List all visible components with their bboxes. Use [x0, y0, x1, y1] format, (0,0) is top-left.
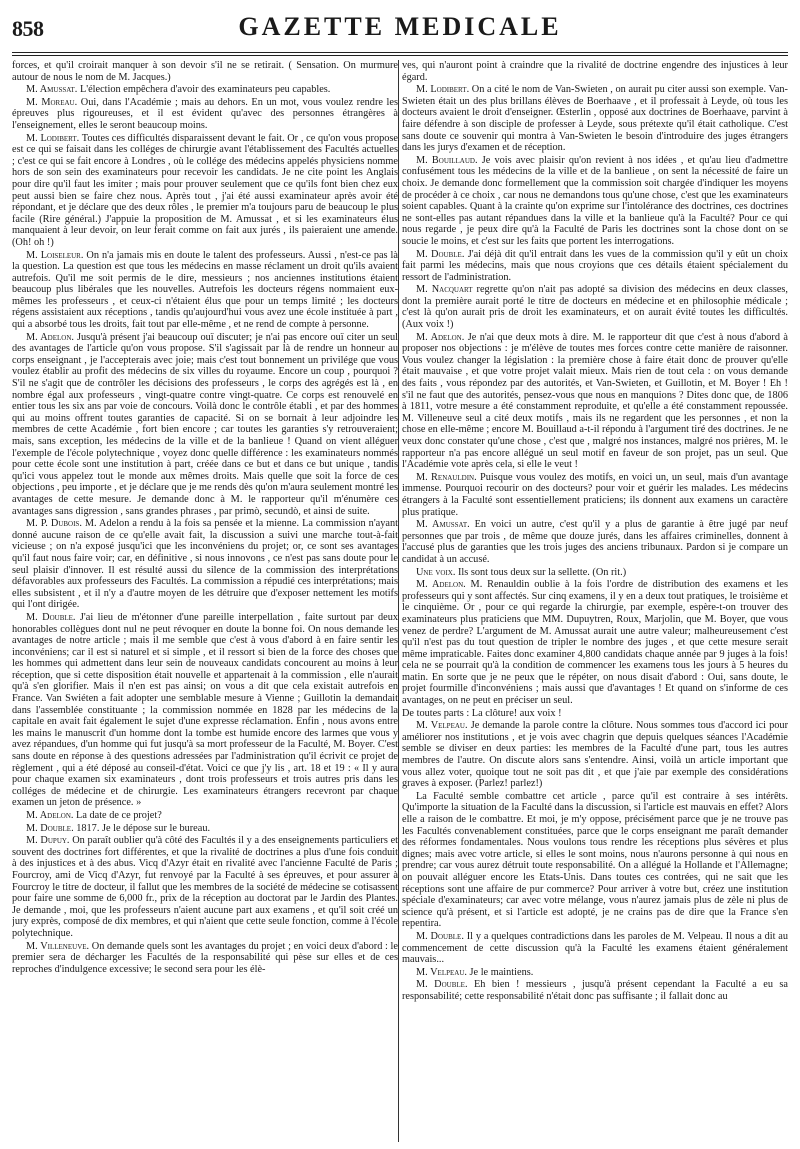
speaker-name: M. Dupuy. — [26, 835, 70, 847]
paragraph-text: Toutes ces difficultés disparaissent devant le fait. Or , ce qu'on vous propose est ce qui se faisait dans les colléges de chirurgie avant l'établissement des Facultés actuelles ; c'est ce qui se fait encore à Londres , où le collége des médecins appelés physiciens nomme hors de son sein des examinateurs pour recevoir les candidats. Je ne cite point les Anglais pour dire qu'il faut les imiter ; mais pour prouver seulement que ce qu'ils font bien chez eux peut aussi bien se faire chez nous. Après tout , j'ai été aussi examinateur après avoir été répondant, et je déclare que des deux rôles , le premier m'a toujours paru de beaucoup le plus facile (Rire général.) J'appuie la proposition de M. Amussat , et si les examinateurs élus manquaient à leur devoir, on leur ferait comme on fait aux jurés , ils paieraient une amende. (Oh! oh !) — [12, 132, 398, 248]
speaker-name: Une voix. — [416, 566, 456, 578]
paragraph — [402, 720, 788, 790]
paragraph — [402, 931, 788, 966]
paragraph-text: ves, qui n'auront point à craindre que la rivalité de doctrine engendre des injustices à leur égard. — [402, 60, 788, 83]
paragraph-text: forces, et qu'il croirait manquer à son devoir s'il ne se retirait. ( Sensation. On murmure autour de nous le nom de M. Jacques.) — [12, 60, 398, 83]
paragraph-text: Je demande la parole contre la clôture. Nous sommes tous d'accord ici pour améliorer nos institutions , et je vois avec chagrin que depuis quelques séances l'Académie semble se diviser en deux parties: les membres de la Faculté d'une part, tous les autres membres de l'autre. On discute alors sans s'entendre. Ainsi, voilà un article important que vous allez voter, quoique tout ne soit pas dit , et que j'aie par exemple des considérations graves à exposer. (Parlez! parlez!) — [402, 720, 788, 790]
paragraph — [12, 941, 398, 976]
paragraph-text: Puisque vous voulez des motifs, en voici un, un seul, mais d'un avantage immense. Pourquoi recourir on des docteurs? pour voir et guérir les malades. Les médecins étrangers à la Faculté sont essentiellement praticiens; ils donnent aux examens un caractère plus pratique. — [402, 471, 788, 518]
paragraph — [402, 155, 788, 248]
speaker-name: M. Double. — [416, 248, 465, 260]
paragraph — [12, 133, 398, 249]
speaker-name: M. Double. — [416, 930, 464, 942]
speaker-name: M. Lodibert. — [416, 84, 470, 96]
paragraph — [402, 791, 788, 930]
header-rule-top — [12, 52, 788, 53]
paragraph-text: L'élection empêchera d'avoir des examinateurs peu capables. — [77, 84, 331, 96]
speaker-name: M. Double. — [26, 611, 76, 623]
paragraph-text: Il y a quelques contradictions dans les paroles de M. Velpeau. Il nous a dit au commencement de cette discussion qu'à la Faculté les examens étaient généralement mauvais... — [402, 930, 788, 966]
speaker-name: M. Double. — [26, 822, 74, 834]
paragraph-text: M. Adelon a rendu à la fois sa pensée et la mienne. La commission n'ayant donné aucune raison de ce qu'elle avait fait, la discussion a suivi une marche tout-à-fait vicieuse ; on n'a exposé jusqu'ici que les inconvéniens du projet; or, ce sont ses avantages qu'il faut nous faire voir; car, en définitive , si nous innovons , ce n'est pas sans doute pour le seul plaisir d'innover. Il est résulté aussi du silence de la commission des interprétations défavorables aux professeurs des Facultés. La commission a répudié ces interprétations; mais elles subsistent , et il n'y a d'autre moyen de les détruire que d'exposer nettement les motifs qui l'ont dirigée. — [12, 518, 398, 611]
paragraph — [12, 97, 398, 132]
paragraph — [402, 60, 788, 83]
paragraph — [402, 84, 788, 154]
speaker-name: M. Amussat. — [416, 519, 470, 531]
paragraph — [402, 979, 788, 1002]
paragraph-text: Jusqu'à présent j'ai beaucoup ouï discuter; je n'ai pas encore ouï citer un seul des avantages de l'article qu'on vous propose. S'il s'agissait par là de rendre un honneur au corps enseignant , je l'accepterais avec joie; mais c'est tout bonnement un privilége que vous voulez établir au profit des médecins de six villes du royaume. Encore un coup , pourquoi ? S'il ne s'agit que de contrôler les décisions des professeurs , le corps des agrégés est là , en nombre égal aux professeurs , vingt-quatre contre vingt-quatre. Ce corps est renouvelé en entier tous les six ans par voie de concours. Voilà donc le contrôle établi , et par des hommes qui au moins offrent toutes garanties de capacité. Si on se bornait à leur adjoindre les membres de cette Académie , fort bien encore ; car toutes les garanties s'y retrouveraient; mais, sans exception, les médecins de la ville et de la banlieue ! Quand on vient alléguer l'exemple de l'école polytechnique , voyez donc quelle différence : les examinateurs nommés pour cette école sont une institution à part, créée dans ce but et dans ce but unique , tandis qu'ici vous appelez tout le monde aux mêmes droits. Mais quelle que soit la force de ces objections , peu importe , et je déclare que je me rends dès qu'on m'aura seulement montré les avantages de cette mesure. Je demande donc à M. le rapporteur qu'il m'énumère ces avantages sans digression , sans grandes phrases , par primò, secundò, et ainsi de suite. — [12, 331, 398, 517]
speaker-name: M. Nacquart — [416, 284, 473, 296]
paragraph-text: On paraît oublier qu'à côté des Facultés il y a des enseignements particuliers et souvent des doctrines fort différentes, et que la rivalité de doctrines a plus d'une fois conduit à des injustices et à des abus. Vicq d'Azyr était en rivalité avec l'ancienne Faculté de Paris ; Fourcroy, ami de Vicq d'Azyr, fut renvoyé par la Faculté à ses épreuves, et pour assurer à Fourcroy le titre de docteur, il fallut que les membres de la société de médecine se cotisassent pour faire une somme de 6,000 fr., prix de la réception au doctorat par le Jardin des Plantes. Je demande , moi, que les professeurs n'aient aucune part aux examens , et qu'il soit créé un jury exprès, composé de dix membres, et qui n'aient que cette seule fonction, comme à l'école polytechnique. — [12, 835, 398, 939]
speaker-name: M. Amussat. — [26, 84, 78, 96]
paragraph — [12, 612, 398, 809]
speaker-name: M. Villeneuve. — [26, 940, 90, 952]
paragraph — [402, 708, 788, 720]
speaker-name: M. Loiseleur. — [26, 249, 84, 261]
speaker-name: M. Renauldin. — [416, 471, 477, 483]
paragraph-text: On n'a jamais mis en doute le talent des professeurs. Aussi , n'est-ce pas là la question. La question est que tous les médecins en masse réclament un droit qu'ils avaient autrefois. Qu'il me soit permis de le dire, messieurs ; nos anciennes institutions étaient beaucoup plus libérales que les nouvelles. Autrefois les docteurs régens nommaient eux-mêmes les professeurs , et ceux-ci n'étaient élus que pour un temps limité ; les docteurs régens assistaient aux réceptions , tandis qu'aujourd'hui vous avez une école instituée à part , qui a absorbé tous les droits, fait tout par elle-même , et ne rend de compte à personne. — [12, 249, 398, 331]
paragraph-text: On a cité le nom de Van-Swieten , on aurait pu citer aussi son exemple. Van-Swieten était un des plus brillans élèves de Boerhaave , et il professait à Leyde, où tous les docteurs avaient le droit d'enseigner. Œsterlin , opposé aux doctrines de Boerhaave, parvint à faire défendre à son disciple de professer à Leyde, sous prétexte qu'il était catholique. C'est sans doute ce souvenir qui montra à Van-Swieten le besoin d'introduire des juges étrangers dans les jurys d'examen et de réception. — [402, 84, 788, 154]
paragraph-text: Je vois avec plaisir qu'on revient à nos idées , et qu'au lieu d'admettre confusément tous les médecins de la ville et de la banlieue , on sent la nécessité de faire un choix. Je demande donc formellement que la commission soit chargée d'indiquer les moyens de procéder à ce choix , car nous ne demandons tous qu'une chose, c'est que les examinateurs soient capables. Quant à la crainte qu'on exprime sur l'intolérance des doctrines, ces doctrines ne sont-elles pas autant répandues dans la ville et la banlieue qu'à la Faculté? Pour ce qui nous regarde , je peux dire qu'à la Faculté de Paris les doctrines sont la chose dont on se soucie le moins, et c'est sur les faits que portent les interrogations. — [402, 154, 788, 247]
paragraph — [402, 579, 788, 707]
speaker-name: M. Bouillaud. — [416, 154, 478, 166]
paragraph-text: Oui, dans l'Académie ; mais au dehors. En un mot, vous voulez rendre les épreuves plus rigoureuses, et il est évident qu'avec des personnes étrangères à l'enseignement, elles le seront beaucoup moins. — [12, 96, 398, 131]
paragraph — [402, 284, 788, 330]
paragraph — [402, 519, 788, 565]
page-header — [12, 0, 788, 52]
paragraph-text: La date de ce projet? — [73, 810, 162, 821]
speaker-name: M. Velpeau. — [416, 720, 468, 732]
paragraph — [12, 250, 398, 331]
paragraph-text: 1817. Je le dépose sur le bureau. — [73, 822, 211, 834]
speaker-name: M. Double. — [416, 979, 468, 991]
column-separator — [398, 60, 399, 1142]
left-column — [12, 60, 398, 1142]
speaker-name: M. Lodibert. — [26, 132, 80, 144]
journal-title: GAZETTE MEDICALE — [238, 12, 562, 41]
speaker-name: M. Moreau. — [26, 96, 78, 108]
paragraph — [402, 967, 788, 979]
paragraph — [12, 823, 398, 835]
paragraph — [12, 810, 398, 822]
paragraph-text: M. Renauldin oublie à la fois l'ordre de distribution des examens et les professeurs qui y sont affectés. Sur cinq examens, il y en a deux tout pratiques, le troisième et le cinquième. Or , pour ce qui regarde la chirurgie, par exemple, espère-t-on trouver des examinateurs plus praticiens que MM. Dupuytren, Roux, Marjolin, que M. Boyer, que vous venez de perdre? L'argument de M. Amussat aurait une autre valeur; malheureusement c'est qu'il n'est pas du tout question de tripler le nombre des juges , et que cette mesure serait même impraticable. Faites donc examiner 4,800 candidats chaque année par 9 juges à la fois! cela ne se pourrait qu'à la condition de commencer les examens tous les jours à 5 heures du matin. En sorte que je ne peux que le répéter, on nous disait d'abord : Oui, sans doute, le projet fourmille d'inconvéniens ; mais aussi que d'avantages ! Et quand on s'informe de ces avantages, on ne peut en préciser un seul. — [402, 579, 788, 707]
paragraph — [12, 518, 398, 611]
paragraph-text: regrette qu'on n'ait pas adopté sa division des médecins en deux classes, dont la première aurait porté le titre de docteurs en médecine et en philosophie médicale ; c'est là qu'on aurait pris de droit les examinateurs, et on aurait évité toutes les difficultés. (Aux voix !) — [402, 284, 788, 331]
paragraph — [402, 249, 788, 284]
paragraph-text: La Faculté semble combattre cet article , parce qu'il est contraire à ses intérêts. Qu'importe la situation de la Faculté dans la discussion, si l'article est mauvais en effet? Alors elle a raison de le combattre. Et moi, je m'y oppose, précisément parce que je ne trouve pas les Facultés convenablement constituées, parce que le corps enseignant me paraît demander des réformes fondamentales. Nous voulons tous rendre les réceptions plus sévères et plus dignes; mais avec votre article, si elles le sont moins, nous n'aurons personne à qui nous en prendre; car vous aurez détruit toute responsabilité. On a allégué la Hollande et l'Allemagne; on pouvait alléguer encore les Etats-Unis. Dans toutes ces contrées, qui ne sait que les réceptions sont une affaire de pur commerce? Pour arriver à votre but, créez une institution spéciale d'examinateurs; car avec votre mélange, vous n'aurez jamais plus de zèle ni plus de science qu'à présent, et si l'article est adopté, je ne crains pas de dire que la France s'en repentira. — [402, 790, 788, 930]
right-column — [402, 60, 788, 1142]
paragraph-text: De toutes parts : La clôture! aux voix ! — [402, 707, 562, 719]
paragraph — [12, 332, 398, 518]
paragraph-text: J'ai déjà dit qu'il entrait dans les vues de la commission qu'il y eût un choix fait parmi les médecins, mais que nous croyions que ces détails étaient spécialement du ressort de l'administration. — [402, 248, 788, 283]
paragraph-text: Eh bien ! messieurs , jusqu'à présent cependant la Faculté a eu sa responsabilité; cette responsabilité n'était donc pas suffisante ; il fallait donc au — [402, 979, 788, 1002]
paragraph-text: Je n'ai que deux mots à dire. M. le rapporteur dit que c'est à nous d'abord à proposer nos objections : je m'élève de toutes mes forces contre cette manière de raisonner. Vous voulez changer la législation : la première chose à faire était donc de prouver qu'elle était mauvaise , et que votre projet valait mieux. Mais rien de tout cela : on vous demande des faits , vous répondez par des autorités, et Van-Swieten, et Guillotin, et M. Boyer ! Eh ! s'il ne faut que des autorités, pensez-vous que nous en manquions ? Dites donc que, de 1806 à 1811, votre mesure a été constamment reproduite, et qu'elle a été constamment repoussée. M. Villeneuve seul a cité deux motifs , mais ils ne regardent que les personnes , et non la chose en elle-même ; encore M. Bouillaud a-t-il répondu à l'argument tiré des doctrines. Je ne veux donc constater qu'une chose , c'est que , malgré nos instances, malgré nos prières, M. le rapporteur n'a pas encore allégué un seul motif en faveur de son projet, pas un seul. Que l'Académie vote après cela, si elle le veut ! — [402, 331, 788, 471]
paragraph — [12, 84, 398, 96]
header-rule-bottom — [12, 55, 788, 56]
paragraph — [402, 332, 788, 471]
paragraph — [402, 472, 788, 518]
paragraph — [12, 60, 398, 83]
page-number: 858 — [12, 16, 44, 41]
paragraph — [402, 567, 788, 579]
speaker-name: M. Adelon. — [26, 331, 74, 343]
paragraph-text: On demande quels sont les avantages du projet ; en voici deux d'abord : le premier sera de décharger les Facultés de la responsabilité qui pèse sur elles et de ces reproches d'indulgence excessive; le second sera pour les élè- — [12, 940, 398, 975]
speaker-name: M. Adelon. — [416, 579, 466, 591]
speaker-name: M. Adelon. — [26, 810, 74, 821]
paragraph-text: Je le maintiens. — [466, 966, 534, 978]
paragraph-text: En voici un autre, c'est qu'il y a plus de garantie à être jugé par neuf personnes que par trois , de même que douze jurés, dans les affaires criminelles, donnent à l'accusé plus de garanties que les trois juges des anciens tribunaux. Pardon si je compare un candidat à un accusé. — [402, 519, 788, 565]
speaker-name: M. Adelon. — [416, 331, 465, 343]
paragraph — [12, 835, 398, 939]
paragraph-text: Ils sont tous deux sur la sellette. (On rit.) — [455, 566, 627, 578]
paragraph-text: J'ai lieu de m'étonner d'une pareille interpellation , faite surtout par deux honorables collègues dont nul ne peut révoquer en doute la bonne foi. On nous demande les avantages de notre article ; mais il me semble que c'est à vous d'abord à en faire sentir les inconvéniens; car il est si naturel et si simple , et il ressort si bien de la force des choses que les hommes qui admettent dans leur sein de nouveaux candidats concourent au moins à leur réception, que si cette disposition était nouvelle et appartenait à la commission , elle n'aurait qu'à s'en glorifier. Mais il n'en est pas ainsi; on vous a dit que cela existait autrefois en France. Van Swiéten a fait adopter une semblable mesure à Vienne ; Guillotin la demandait dans l'assemblée constituante ; la commission nommée en 1828 par les médecins de la capitale en avait fait également le sujet d'une expresse réclamation. Enfin , nous avons entre les mains le manuscrit d'un homme dont la tombe est humide encore des larmes que vous y avez répandues, d'un homme qui fut jusqu'à sa mort professeur de la Faculté, M. Boyer. C'est sans doute en réponse à des questions adressées par l'administration qu'il écrivit ce projet de règlement , qui a été déposé au conseil-d'état. Voici ce que j'y lis , art. 18 et 19 : « Il y aura pour chaque examen six examinateurs , dont trois professeurs et trois autres pris dans les colléges de médecine et de chirurgie. Les examinateurs étrangers recevront par chaque examen un jeton de présence. » — [12, 611, 398, 809]
speaker-name: M. Velpeau. — [416, 966, 467, 978]
speaker-name: M. P. Dubois. — [26, 518, 82, 530]
